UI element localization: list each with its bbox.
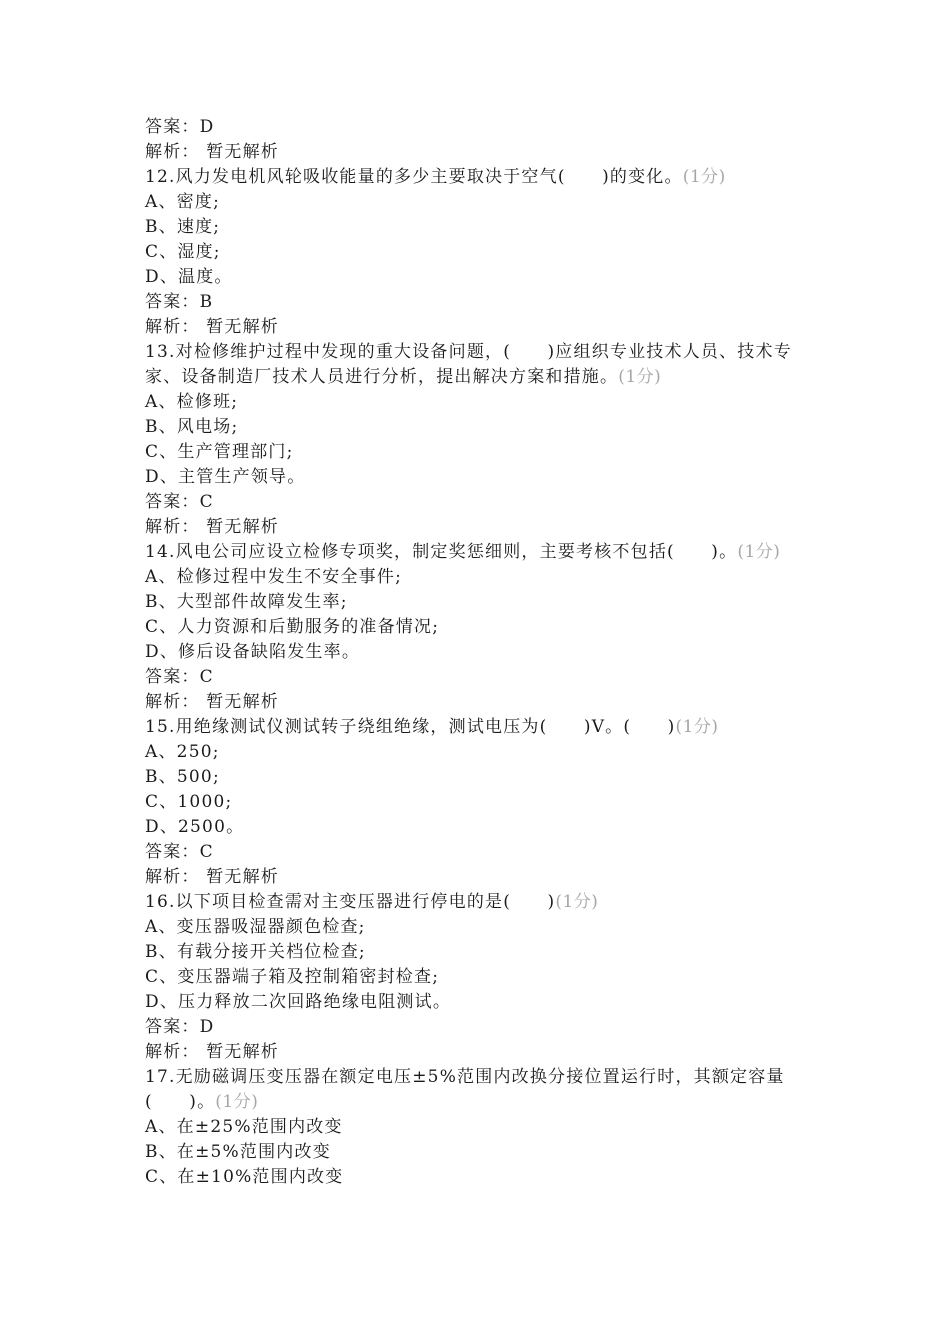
- option-a: A、在±25%范围内改变: [145, 1117, 343, 1137]
- option-d: D、温度。: [145, 267, 233, 287]
- analysis-line: 解析： 暂无解析: [145, 692, 280, 712]
- option-c: C、变压器端子箱及控制箱密封检查;: [145, 967, 440, 987]
- option-b: B、有载分接开关档位检查;: [145, 942, 366, 962]
- question-13: 13.对检修维护过程中发现的重大设备问题，( )应组织专业技术人员、技术专家、设备制造厂技术人员进行分析，提出解决方案和措施。(1分): [145, 342, 792, 387]
- option-c: C、人力资源和后勤服务的准备情况;: [145, 617, 440, 637]
- answer-line: 答案：D: [145, 1017, 215, 1037]
- option-b: B、大型部件故障发生率;: [145, 592, 348, 612]
- option-a: A、变压器吸湿器颜色检查;: [145, 917, 366, 937]
- analysis-line: 解析： 暂无解析: [145, 1042, 280, 1062]
- option-c: C、湿度;: [145, 242, 221, 262]
- question-14: 14.风电公司应设立检修专项奖，制定奖惩细则，主要考核不包括( )。(1分): [145, 542, 781, 562]
- question-16: 16.以下项目检查需对主变压器进行停电的是( )(1分): [145, 892, 599, 912]
- score-label: (1分): [555, 892, 599, 912]
- option-b: B、500;: [145, 767, 220, 787]
- analysis-line: 解析： 暂无解析: [145, 867, 280, 887]
- analysis-line: 解析： 暂无解析: [145, 317, 280, 337]
- score-label: (1分): [215, 1092, 259, 1112]
- option-d: D、压力释放二次回路绝缘电阻测试。: [145, 992, 452, 1012]
- score-label: (1分): [618, 367, 662, 387]
- option-b: B、风电场;: [145, 417, 239, 437]
- score-label: (1分): [737, 542, 781, 562]
- option-d: D、修后设备缺陷发生率。: [145, 642, 361, 662]
- option-c: C、1000;: [145, 792, 233, 812]
- option-a: A、密度;: [145, 192, 221, 212]
- option-b: B、在±5%范围内改变: [145, 1142, 331, 1162]
- option-a: A、检修过程中发生不安全事件;: [145, 567, 403, 587]
- answer-line: 答案：C: [145, 667, 214, 687]
- question-17: 17.无励磁调压变压器在额定电压±5%范围内改换分接位置运行时，其额定容量( )。(1分): [145, 1067, 785, 1112]
- question-list: [145, 115, 815, 1190]
- option-c: C、在±10%范围内改变: [145, 1167, 344, 1187]
- analysis-line: 解析： 暂无解析: [145, 517, 280, 537]
- question-15: 15.用绝缘测试仪测试转子绕组绝缘，测试电压为( )V。( )(1分): [145, 717, 719, 737]
- question-12: 12.风力发电机风轮吸收能量的多少主要取决于空气( )的变化。(1分): [145, 167, 726, 187]
- score-label: (1分): [682, 167, 726, 187]
- option-a: A、检修班;: [145, 392, 239, 412]
- answer-line: 答案：C: [145, 842, 214, 862]
- option-b: B、速度;: [145, 217, 221, 237]
- answer-line: 答案：D: [145, 117, 215, 137]
- analysis-line: 解析： 暂无解析: [145, 142, 280, 162]
- answer-line: 答案：B: [145, 292, 214, 312]
- score-label: (1分): [675, 717, 719, 737]
- option-d: D、主管生产领导。: [145, 467, 306, 487]
- option-c: C、生产管理部门;: [145, 442, 294, 462]
- answer-line: 答案：C: [145, 492, 214, 512]
- option-d: D、2500。: [145, 817, 245, 837]
- option-a: A、250;: [145, 742, 220, 762]
